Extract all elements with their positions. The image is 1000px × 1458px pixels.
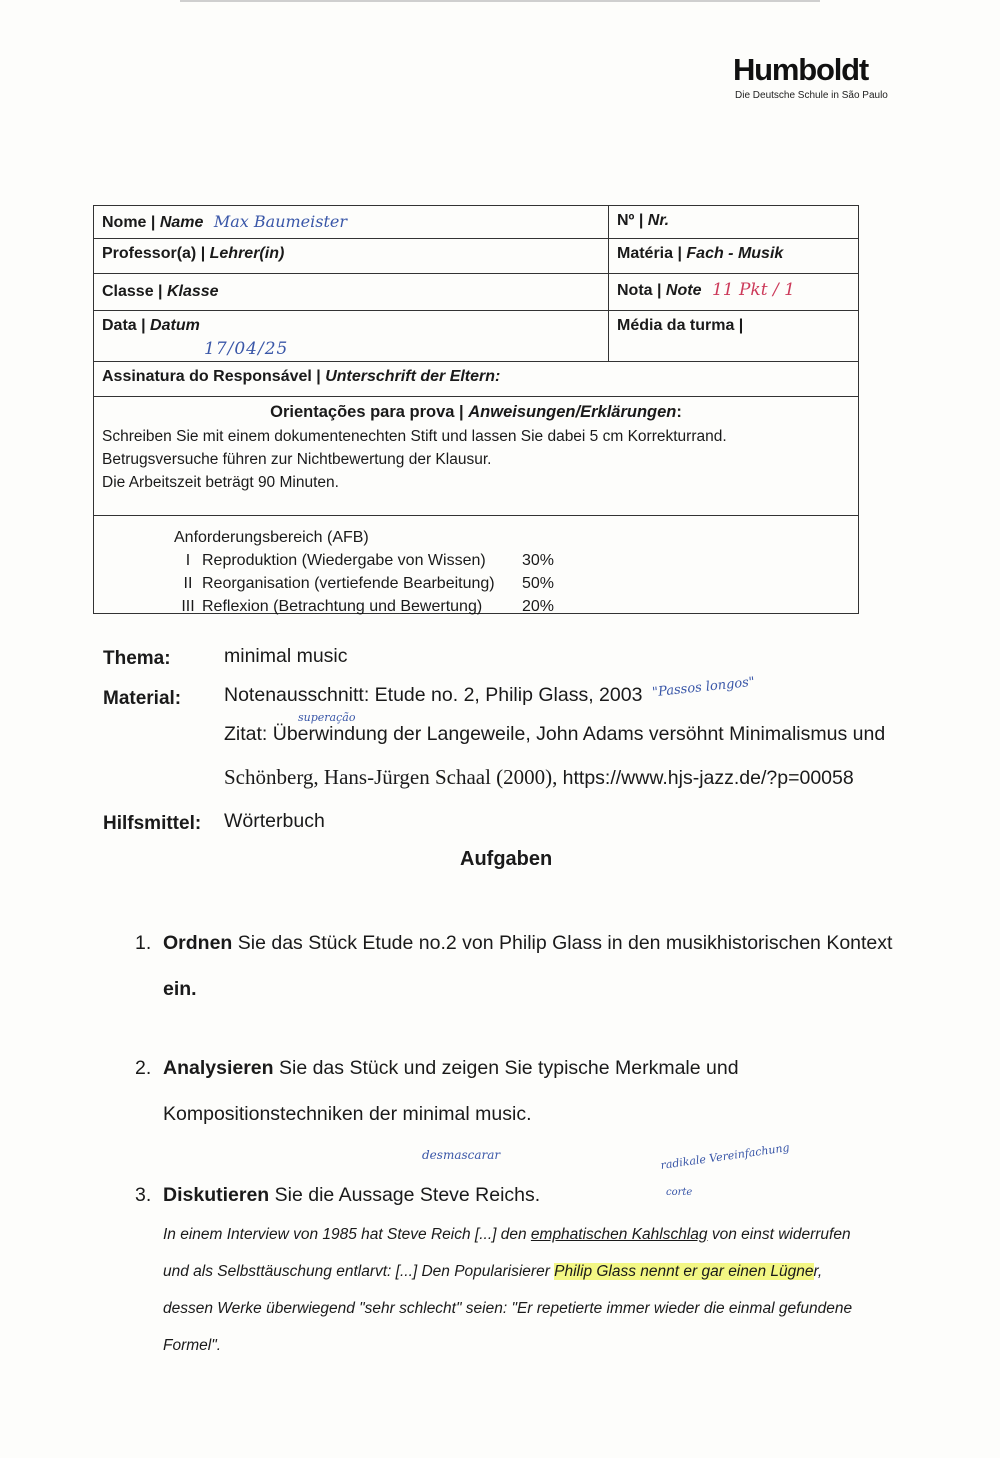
afb-row <box>174 572 562 595</box>
task-3 <box>135 1172 915 1218</box>
material-label: Material: <box>103 688 182 709</box>
row-name <box>94 206 858 239</box>
afb-row <box>174 549 562 572</box>
scan-edge <box>180 0 820 2</box>
afb-row <box>174 595 562 618</box>
row-professor <box>94 239 858 274</box>
handwritten-note: superação <box>298 711 356 724</box>
assinatura-label: Assinatura do Responsável | <box>102 368 326 385</box>
instructions-cell <box>94 397 858 515</box>
hilfsmittel-label: Hilfsmittel: <box>103 813 202 834</box>
data-value: 17/04/25 <box>204 339 289 359</box>
nota-cell <box>609 274 858 310</box>
afb-pct: 20% <box>522 598 555 615</box>
quote-highlight: Philip Glass nennt er gar einen Lügne <box>554 1263 814 1280</box>
quote-text: r, <box>813 1263 823 1280</box>
nr-label: Nº | <box>617 212 648 229</box>
quote-line: dessen Werke überwiegend "sehr schlecht" seien: "Er repetierte immer wieder die einmal gefundene <box>163 1300 853 1317</box>
afb-section <box>94 516 858 613</box>
quote-line <box>163 1216 933 1253</box>
name-cell <box>94 206 609 238</box>
task-number: 3. <box>135 1184 152 1206</box>
quote-line <box>163 1253 933 1290</box>
instructions-title-end: : <box>676 403 682 421</box>
afb-num: II <box>183 575 193 592</box>
task-verb: Analysieren <box>163 1057 274 1079</box>
instructions-title <box>102 403 850 422</box>
materia-label-it: Fach - Musik <box>686 245 784 262</box>
row-data <box>94 311 858 362</box>
afb-label: Reorganisation (vertiefende Bearbeitung) <box>202 575 495 592</box>
media-cell <box>609 311 858 361</box>
assinatura-cell <box>94 362 858 396</box>
nota-label: Nota | <box>617 282 666 299</box>
afb-num: III <box>181 598 195 615</box>
nr-label-it: Nr. <box>647 212 670 229</box>
material-line-1: Notenausschnitt: Etude no. 2, Philip Glass, 2003 <box>224 684 643 706</box>
aufgaben-heading: Aufgaben <box>460 848 553 870</box>
task-text: Sie das Stück Etude no.2 von Philip Glass in den musikhistorischen Kontext <box>232 932 893 954</box>
classe-label-it: Klasse <box>166 283 219 300</box>
task-verb: Diskutieren <box>163 1184 270 1206</box>
afb-block <box>94 516 562 613</box>
data-label-it: Datum <box>150 317 200 334</box>
nr-cell <box>609 206 858 238</box>
afb-pct: 50% <box>522 575 555 592</box>
afb-title: Anforderungsbereich (AFB) <box>174 529 369 546</box>
afb-label: Reproduktion (Wiedergabe von Wissen) <box>202 552 486 569</box>
quote-line: Formel". <box>163 1337 222 1354</box>
instruction-line: Schreiben Sie mit einem dokumentenechten Stift und lassen Sie dabei 5 cm Korrekturrand. <box>102 428 727 445</box>
task-verb: Ordnen <box>163 932 233 954</box>
instruction-line: Betrugsversuche führen zur Nichtbewertung der Klausur. <box>102 451 492 468</box>
task-2 <box>135 1045 915 1137</box>
thema-label: Thema: <box>103 648 171 669</box>
material-url: https://www.hjs-jazz.de/?p=00058 <box>562 767 854 789</box>
handwritten-note: "Passos longos" <box>651 674 756 701</box>
instructions-title-text: Orientações para prova | <box>270 403 469 421</box>
quote-text: von einst widerrufen <box>707 1226 851 1243</box>
logo-brand: Humboldt <box>733 52 869 87</box>
handwritten-note: radikale Vereinfachung <box>659 1141 791 1172</box>
professor-label: Professor(a) | <box>102 245 210 262</box>
name-value: Max Baumeister <box>213 212 348 231</box>
logo-subtitle: Die Deutsche Schule in São Paulo <box>735 90 888 101</box>
instruction-line: Die Arbeitszeit beträgt 90 Minuten. <box>102 474 339 491</box>
nota-label-it: Note <box>665 282 702 299</box>
afb-label: Reflexion (Betrachtung und Bewertung) <box>202 598 483 615</box>
data-label: Data | <box>102 317 151 334</box>
material-line-2: Zitat: Überwindung der Langeweile, John Adams versöhnt Minimalismus und <box>224 723 886 745</box>
row-classe <box>94 274 858 311</box>
task-continuation: ein. <box>163 978 197 1000</box>
professor-label-it: Lehrer(in) <box>209 245 285 262</box>
task-text: Sie das Stück und zeigen Sie typische Merkmale und <box>273 1057 739 1079</box>
nota-value: 11 Pkt / 1 <box>711 280 795 300</box>
hilfsmittel-value: Wörterbuch <box>224 810 325 832</box>
quote-underline: emphatischen Kahlschlag <box>530 1226 708 1243</box>
classe-label: Classe | <box>102 283 167 300</box>
name-label: Nome | <box>102 214 160 231</box>
task-number: 2. <box>135 1057 152 1079</box>
instructions-title-it: Anweisungen/Erklärungen <box>468 403 677 421</box>
media-label: Média da turma | <box>617 317 744 334</box>
data-cell <box>94 311 609 361</box>
afb-pct: 30% <box>522 552 555 569</box>
quote-text: In einem Interview von 1985 hat Steve Reich [...] den <box>163 1226 531 1243</box>
material-citation: Schönberg, Hans-Jürgen Schaal (2000), <box>224 765 563 789</box>
afb-num: I <box>185 552 191 569</box>
material-line-3 <box>224 765 854 790</box>
handwritten-note: corte <box>666 1187 693 1198</box>
quote-text: und als Selbsttäuschung entlarvt: [...] Den Popularisierer <box>163 1263 555 1280</box>
materia-label: Matéria | <box>617 245 687 262</box>
school-logo <box>733 52 893 101</box>
reich-quote <box>163 1216 933 1364</box>
task-continuation: Kompositionstechniken der minimal music. <box>163 1103 532 1125</box>
task-1 <box>135 920 915 1012</box>
task-text: Sie die Aussage Steve Reichs. <box>269 1184 541 1206</box>
professor-cell <box>94 239 609 273</box>
task-number: 1. <box>135 932 152 954</box>
classe-cell <box>94 274 609 310</box>
name-label-it: Name <box>159 214 204 231</box>
row-assinatura <box>94 362 858 397</box>
materia-cell <box>609 239 858 273</box>
instructions-section <box>94 397 858 516</box>
handwritten-note: desmascarar <box>422 1148 501 1162</box>
header-table <box>93 205 859 614</box>
thema-value: minimal music <box>224 645 348 667</box>
assinatura-label-it: Unterschrift der Eltern: <box>325 368 501 385</box>
